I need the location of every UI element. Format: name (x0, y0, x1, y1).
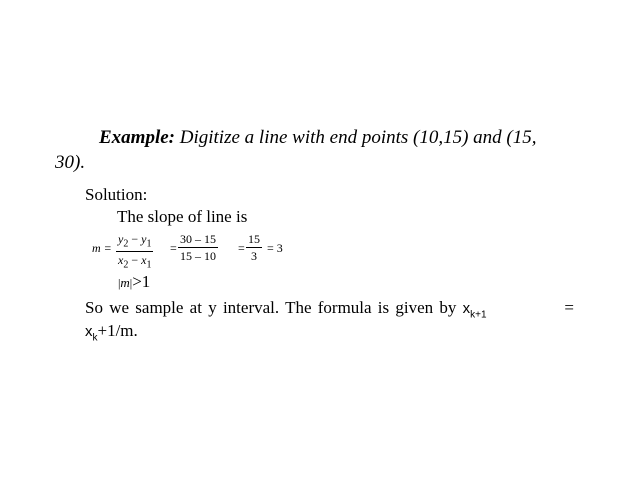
fraction-numeric-denominator: 15 – 10 (180, 249, 216, 263)
equation-lhs: m = (92, 241, 112, 255)
increment-formula: $x_k+1/m$. (85, 321, 138, 344)
fraction-numeric (178, 232, 218, 264)
fraction-symbolic-denominator: $x_2 - x_1$ (118, 253, 152, 271)
slope-statement: The slope of line is (117, 207, 248, 226)
fraction-simplified-numerator: 15 (248, 232, 260, 246)
fraction-symbolic (116, 232, 153, 274)
equation-result: = 3 (267, 241, 283, 255)
example-heading-line (99, 127, 537, 149)
example-keyword: Example: (99, 127, 175, 148)
solution-label: Solution: (85, 185, 148, 204)
fraction-numeric-numerator: 30 – 15 (180, 232, 216, 246)
example-text: Digitize a line with end points (10,15) and (15, (179, 127, 537, 148)
fraction-simplified-denominator: 3 (251, 249, 257, 263)
fraction-symbolic-numerator: $y_2 - y_1$ (116, 232, 153, 252)
equals-sign: = (238, 241, 245, 255)
equals-sign: = (564, 298, 574, 317)
fraction-simplified (246, 232, 262, 264)
sampling-statement: So we sample at y interval. The formula is given by $x_{k+1}$ = (85, 298, 574, 321)
abs-slope-condition: |m|>1 (118, 272, 151, 291)
equals-sign: = (170, 241, 177, 255)
example-text-continued: 30). (55, 152, 86, 173)
